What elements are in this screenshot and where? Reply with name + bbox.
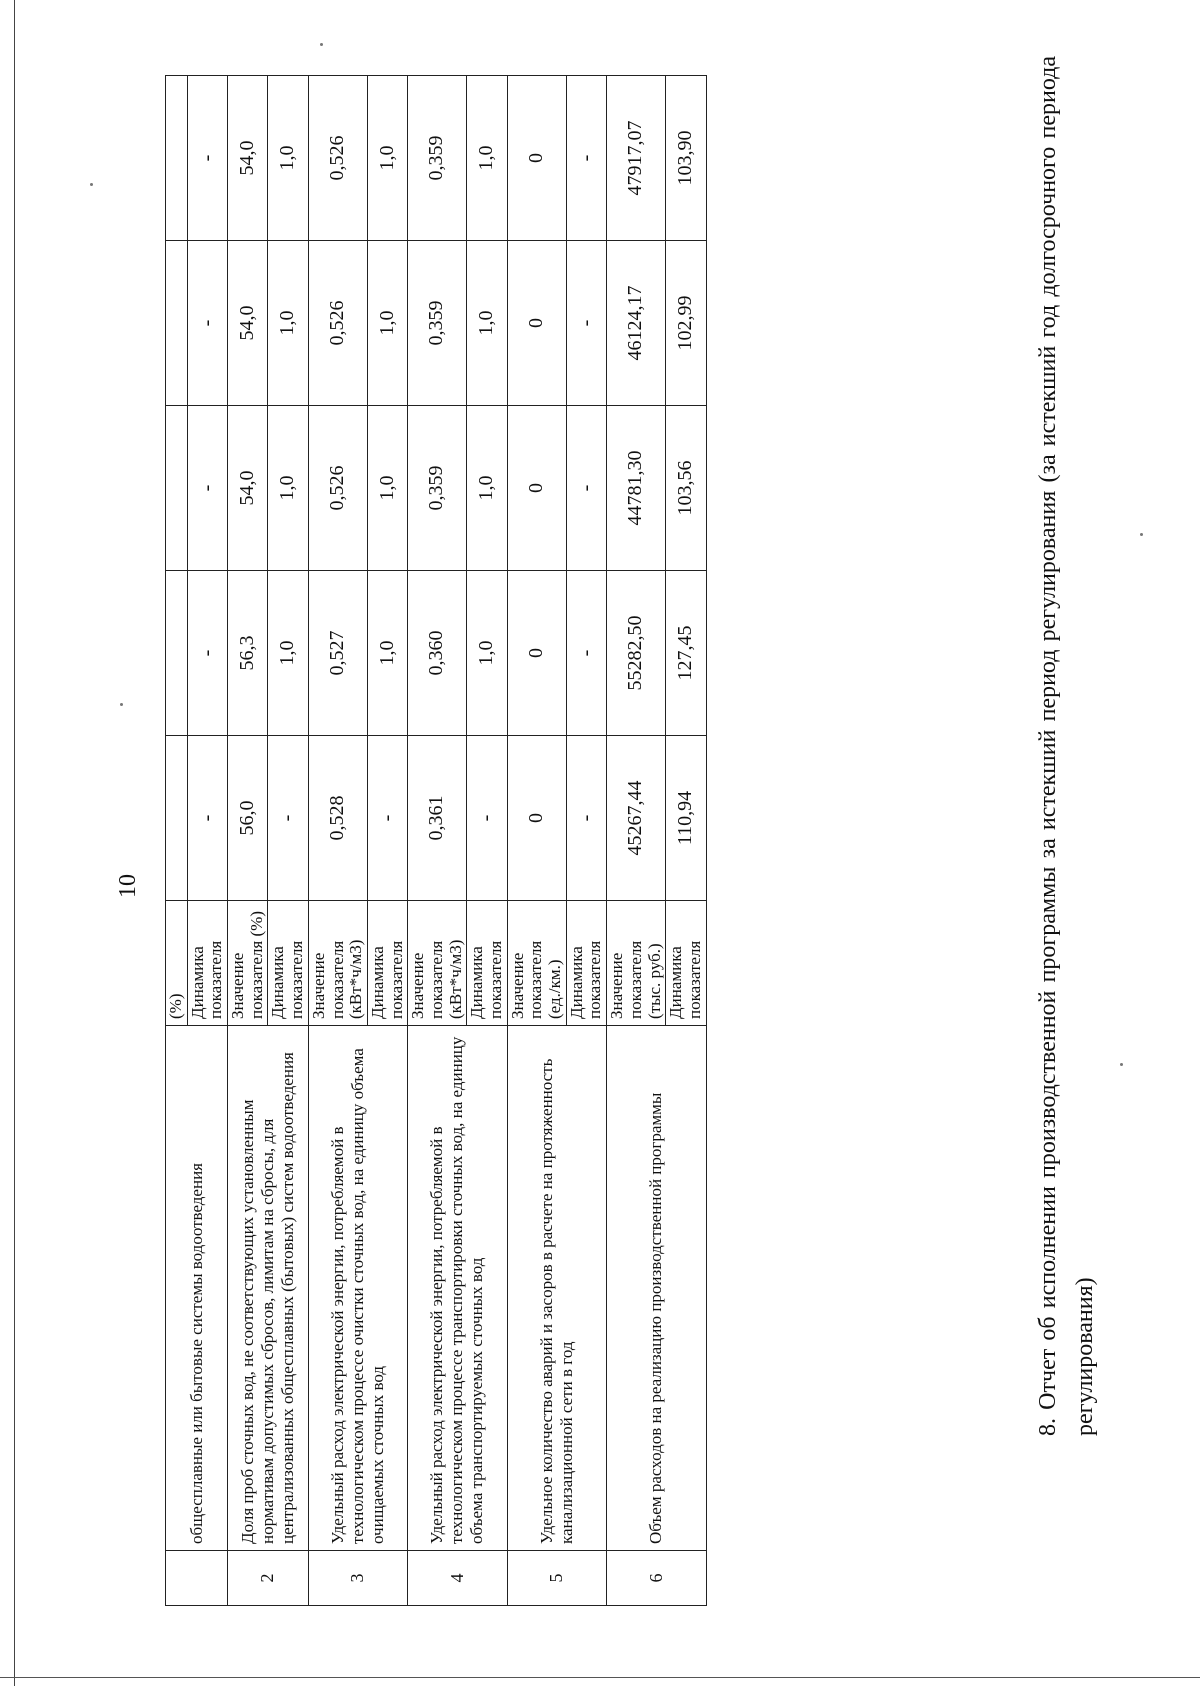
table-row <box>166 76 188 1606</box>
value-cell: 55282,50 <box>607 571 666 736</box>
indicators-table <box>165 75 707 1606</box>
measure-label: Значение показателя (ед./км.) <box>507 901 566 1026</box>
measure-label: Динамика показателя <box>566 901 606 1026</box>
value-cell: - <box>187 406 227 571</box>
value-cell: 1,0 <box>367 76 407 241</box>
value-cell: - <box>566 736 606 901</box>
measure-label: Динамика показателя <box>367 901 407 1026</box>
table-row <box>308 76 367 1606</box>
value-cell: 0 <box>507 736 566 901</box>
value-cell: 0 <box>507 241 566 406</box>
value-cell: - <box>268 736 308 901</box>
row-number <box>166 1551 228 1606</box>
indicator-name: Удельное количество аварий и засоров в расчете на протяженность канализационной сети в год <box>507 1026 606 1551</box>
value-cell: 110,94 <box>666 736 706 901</box>
value-cell: 0 <box>507 76 566 241</box>
table-row <box>228 76 268 1606</box>
value-cell: 45267,44 <box>607 736 666 901</box>
value-cell: 1,0 <box>467 241 507 406</box>
value-cell: 46124,17 <box>607 241 666 406</box>
scan-speck <box>90 183 93 186</box>
value-cell: - <box>187 736 227 901</box>
value-cell: 103,56 <box>666 406 706 571</box>
value-cell: 44781,30 <box>607 406 666 571</box>
value-cell <box>166 406 188 571</box>
value-cell: - <box>566 406 606 571</box>
value-cell: 54,0 <box>228 241 268 406</box>
value-cell: 1,0 <box>367 241 407 406</box>
value-cell: 1,0 <box>268 76 308 241</box>
measure-label: Значение показателя (кВт*ч/м3) <box>308 901 367 1026</box>
value-cell: 127,45 <box>666 571 706 736</box>
value-cell: 0,360 <box>408 571 467 736</box>
measure-label: Динамика показателя <box>666 901 706 1026</box>
indicator-name: Доля проб сточных вод, не соответствующих установленным нормативам допустимых сбросов, лимитам на сбросы, для централизованных общесплавных (бытовых) систем водоотведения <box>228 1026 309 1551</box>
scan-speck <box>1120 1063 1123 1066</box>
value-cell: 1,0 <box>367 571 407 736</box>
value-cell: 0,359 <box>408 241 467 406</box>
value-cell: 1,0 <box>367 406 407 571</box>
value-cell: - <box>566 571 606 736</box>
scan-speck <box>120 703 123 706</box>
measure-label: (%) <box>166 901 188 1026</box>
table-row <box>408 76 467 1606</box>
value-cell: - <box>367 736 407 901</box>
value-cell: 0 <box>507 406 566 571</box>
value-cell <box>166 736 188 901</box>
value-cell: 102,99 <box>666 241 706 406</box>
page-number: 10 <box>115 874 141 898</box>
indicator-name: Удельный расход электрической энергии, потребляемой в технологическом процессе транспортировки сточных вод, на единицу объема транспортируемых сточных вод <box>408 1026 507 1551</box>
value-cell: 0,527 <box>308 571 367 736</box>
value-cell: 1,0 <box>467 406 507 571</box>
measure-label: Значение показателя (%) <box>228 901 268 1026</box>
value-cell: 1,0 <box>268 571 308 736</box>
value-cell: - <box>187 571 227 736</box>
value-cell <box>166 241 188 406</box>
value-cell: - <box>187 241 227 406</box>
value-cell: 1,0 <box>268 406 308 571</box>
value-cell: 1,0 <box>467 571 507 736</box>
row-number: 2 <box>228 1551 309 1606</box>
measure-label: Значение показателя (тыс. руб.) <box>607 901 666 1026</box>
scan-speck <box>1140 533 1143 536</box>
value-cell: 54,0 <box>228 406 268 571</box>
row-number: 4 <box>408 1551 507 1606</box>
value-cell: 0,361 <box>408 736 467 901</box>
value-cell: 0,359 <box>408 76 467 241</box>
measure-label: Динамика показателя <box>268 901 308 1026</box>
row-number: 6 <box>607 1551 706 1606</box>
section-8-heading: 8. Отчет об исполнении производственной программы за истекший период регулирования (за истекший год долгосрочного периода регулирования) <box>1035 56 1099 1436</box>
value-cell: 0,528 <box>308 736 367 901</box>
row-number: 5 <box>507 1551 606 1606</box>
value-cell: 56,3 <box>228 571 268 736</box>
value-cell <box>166 76 188 241</box>
row-number: 3 <box>308 1551 407 1606</box>
value-cell: 0 <box>507 571 566 736</box>
value-cell: 56,0 <box>228 736 268 901</box>
indicator-name: общесплавные или бытовые системы водоотведения <box>166 1026 228 1551</box>
value-cell: 1,0 <box>467 76 507 241</box>
table-row <box>507 76 566 1606</box>
value-cell: 1,0 <box>268 241 308 406</box>
value-cell: 103,90 <box>666 76 706 241</box>
measure-label: Динамика показателя <box>187 901 227 1026</box>
scan-speck <box>320 43 323 46</box>
value-cell: 54,0 <box>228 76 268 241</box>
value-cell: 0,526 <box>308 406 367 571</box>
measure-label: Значение показателя (кВт*ч/м3) <box>408 901 467 1026</box>
value-cell <box>166 571 188 736</box>
value-cell: 0,359 <box>408 406 467 571</box>
table-row <box>607 76 666 1606</box>
value-cell: 47917,07 <box>607 76 666 241</box>
value-cell: - <box>566 241 606 406</box>
value-cell: - <box>467 736 507 901</box>
value-cell: 0,526 <box>308 241 367 406</box>
measure-label: Динамика показателя <box>467 901 507 1026</box>
value-cell: 0,526 <box>308 76 367 241</box>
value-cell: - <box>187 76 227 241</box>
indicator-name: Объем расходов на реализацию производственной программы <box>607 1026 706 1551</box>
indicator-name: Удельный расход электрической энергии, потребляемой в технологическом процессе очистки сточных вод, на единицу объема очищаемых сточных вод <box>308 1026 407 1551</box>
value-cell: - <box>566 76 606 241</box>
